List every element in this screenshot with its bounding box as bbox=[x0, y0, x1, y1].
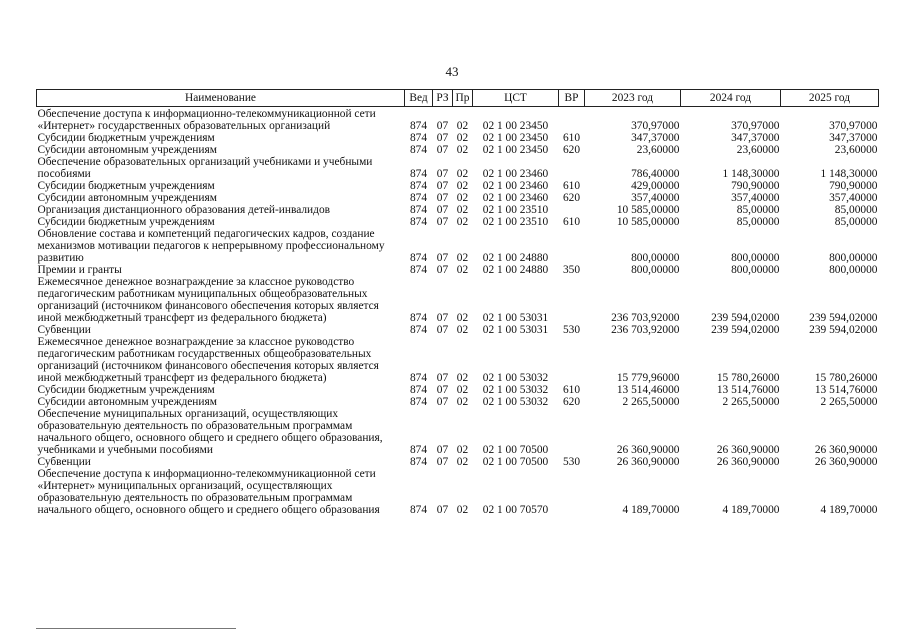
cell-2024: 347,37000 bbox=[731, 132, 780, 144]
cell-name: Обеспечение доступа к информационно-телекоммуникационной сети «Интернет» муниципальных организаций, осуществляющих образовательную деятельность по образовательным программам начального общего, основного общего и среднего общего образования bbox=[37, 468, 380, 516]
cell-ved: 874 bbox=[409, 324, 428, 336]
cell-cst: 02 1 00 23450 bbox=[482, 144, 549, 156]
cell-2025: 26 360,90000 bbox=[814, 444, 878, 456]
cell-2023: 800,00000 bbox=[631, 252, 680, 264]
cell-vr: 530 bbox=[562, 456, 581, 468]
cell-2025: 1 148,30000 bbox=[820, 168, 878, 180]
cell-vr bbox=[559, 408, 585, 456]
cell-name: Обеспечение доступа к информационно-телекоммуникационной сети «Интернет» государственных образовательных организаций bbox=[37, 108, 376, 132]
cell-2023: 10 585,00000 bbox=[616, 216, 680, 228]
cell-pr: 02 bbox=[456, 456, 469, 468]
cell-cst: 02 1 00 70500 bbox=[482, 444, 549, 456]
cell-vr bbox=[559, 336, 585, 384]
cell-2025: 4 189,70000 bbox=[820, 504, 878, 516]
cell-vr bbox=[559, 107, 585, 133]
header-2023: 2023 год bbox=[585, 90, 681, 107]
cell-2024: 26 360,90000 bbox=[716, 444, 780, 456]
header-cst: ЦСТ bbox=[473, 90, 559, 107]
cell-ved: 874 bbox=[409, 396, 428, 408]
cell-pr: 02 bbox=[456, 168, 469, 180]
cell-vr: 610 bbox=[562, 216, 581, 228]
header-rz: РЗ bbox=[433, 90, 453, 107]
header-ved: Вед bbox=[405, 90, 433, 107]
cell-cst: 02 1 00 70500 bbox=[482, 456, 549, 468]
table-row bbox=[37, 132, 879, 144]
cell-ved: 874 bbox=[409, 264, 428, 276]
cell-rz: 07 bbox=[436, 204, 449, 216]
cell-pr: 02 bbox=[456, 216, 469, 228]
table-row bbox=[37, 336, 879, 384]
cell-name: Субсидии бюджетным учреждениям bbox=[37, 132, 215, 144]
page-number: 43 bbox=[445, 64, 459, 79]
cell-name: Субсидии бюджетным учреждениям bbox=[37, 180, 215, 192]
cell-cst: 02 1 00 24880 bbox=[482, 252, 549, 264]
cell-2023: 786,40000 bbox=[631, 168, 680, 180]
cell-pr: 02 bbox=[456, 312, 469, 324]
cell-pr: 02 bbox=[456, 372, 469, 384]
cell-cst: 02 1 00 24880 bbox=[482, 264, 549, 276]
cell-name: Субсидии автономным учреждениям bbox=[37, 192, 217, 204]
cell-2024: 1 148,30000 bbox=[722, 168, 780, 180]
cell-rz: 07 bbox=[436, 192, 449, 204]
table-row bbox=[37, 156, 879, 180]
cell-2024: 239 594,02000 bbox=[711, 324, 780, 336]
table-row bbox=[37, 276, 879, 324]
cell-2024: 790,90000 bbox=[731, 180, 780, 192]
cell-2023: 2 265,50000 bbox=[622, 396, 680, 408]
cell-rz: 07 bbox=[436, 252, 449, 264]
cell-name: Премии и гранты bbox=[37, 264, 122, 276]
cell-ved: 874 bbox=[409, 204, 428, 216]
cell-ved: 874 bbox=[409, 504, 428, 516]
cell-2025: 26 360,90000 bbox=[814, 456, 878, 468]
cell-rz: 07 bbox=[436, 216, 449, 228]
cell-vr: 610 bbox=[562, 132, 581, 144]
header-name: Наименование bbox=[37, 90, 405, 107]
cell-vr: 620 bbox=[562, 396, 581, 408]
table-row bbox=[37, 192, 879, 204]
cell-name: Субсидии автономным учреждениям bbox=[37, 144, 217, 156]
cell-vr: 610 bbox=[562, 384, 581, 396]
header-pr: Пр bbox=[453, 90, 473, 107]
cell-2023: 800,00000 bbox=[631, 264, 680, 276]
cell-name: Обеспечение образовательных организаций учебниками и учебными пособиями bbox=[37, 156, 373, 180]
cell-cst: 02 1 00 53031 bbox=[482, 312, 549, 324]
cell-vr bbox=[559, 468, 585, 516]
cell-ved: 874 bbox=[409, 444, 428, 456]
cell-2024: 23,60000 bbox=[736, 144, 780, 156]
cell-name: Обновление состава и компетенций педагогических кадров, создание механизмов мотивации педагогов к непрерывному профессиональному развитию bbox=[37, 228, 385, 264]
header-vr: ВР bbox=[559, 90, 585, 107]
cell-cst: 02 1 00 23450 bbox=[482, 132, 549, 144]
cell-cst: 02 1 00 23460 bbox=[482, 192, 549, 204]
cell-cst: 02 1 00 70570 bbox=[482, 504, 549, 516]
cell-2024: 800,00000 bbox=[731, 264, 780, 276]
cell-2025: 790,90000 bbox=[829, 180, 878, 192]
cell-pr: 02 bbox=[456, 324, 469, 336]
cell-rz: 07 bbox=[436, 396, 449, 408]
cell-rz: 07 bbox=[436, 132, 449, 144]
cell-cst: 02 1 00 23460 bbox=[482, 168, 549, 180]
table-row bbox=[37, 264, 879, 276]
cell-2025: 370,97000 bbox=[829, 120, 878, 132]
header-2025: 2025 год bbox=[781, 90, 879, 107]
cell-vr: 530 bbox=[562, 324, 581, 336]
cell-ved: 874 bbox=[409, 192, 428, 204]
cell-2025: 239 594,02000 bbox=[809, 324, 878, 336]
cell-rz: 07 bbox=[436, 372, 449, 384]
cell-name: Ежемесячное денежное вознаграждение за классное руководство педагогическим работникам муниципальных общеобразовательных организаций (источником финансового обеспечения которых является иной межбюджетный трансферт из федерального бюджета) bbox=[37, 276, 379, 324]
cell-pr: 02 bbox=[456, 444, 469, 456]
cell-2024: 357,40000 bbox=[731, 192, 780, 204]
cell-2023: 429,00000 bbox=[631, 180, 680, 192]
table-row bbox=[37, 107, 879, 133]
cell-2023: 370,97000 bbox=[631, 120, 680, 132]
cell-2024: 13 514,76000 bbox=[716, 384, 780, 396]
cell-cst: 02 1 00 23460 bbox=[482, 180, 549, 192]
cell-cst: 02 1 00 23510 bbox=[482, 204, 549, 216]
cell-2024: 370,97000 bbox=[731, 120, 780, 132]
cell-2023: 23,60000 bbox=[636, 144, 680, 156]
cell-2025: 347,37000 bbox=[829, 132, 878, 144]
cell-pr: 02 bbox=[456, 504, 469, 516]
cell-name: Субсидии бюджетным учреждениям bbox=[37, 216, 215, 228]
table-row bbox=[37, 324, 879, 336]
cell-vr bbox=[559, 228, 585, 264]
cell-cst: 02 1 00 53031 bbox=[482, 324, 549, 336]
cell-2025: 85,00000 bbox=[834, 216, 878, 228]
cell-rz: 07 bbox=[436, 324, 449, 336]
cell-rz: 07 bbox=[436, 264, 449, 276]
cell-pr: 02 bbox=[456, 192, 469, 204]
cell-ved: 874 bbox=[409, 144, 428, 156]
cell-2024: 2 265,50000 bbox=[722, 396, 780, 408]
table-row bbox=[37, 456, 879, 468]
table-row bbox=[37, 228, 879, 264]
cell-2025: 85,00000 bbox=[834, 204, 878, 216]
cell-cst: 02 1 00 53032 bbox=[482, 396, 549, 408]
budget-table-container bbox=[36, 89, 878, 516]
cell-pr: 02 bbox=[456, 252, 469, 264]
cell-2023: 26 360,90000 bbox=[616, 456, 680, 468]
cell-rz: 07 bbox=[436, 144, 449, 156]
cell-2024: 239 594,02000 bbox=[711, 312, 780, 324]
table-row bbox=[37, 180, 879, 192]
cell-rz: 07 bbox=[436, 180, 449, 192]
cell-2024: 15 780,26000 bbox=[716, 372, 780, 384]
cell-2025: 2 265,50000 bbox=[820, 396, 878, 408]
cell-2024: 85,00000 bbox=[736, 204, 780, 216]
cell-rz: 07 bbox=[436, 444, 449, 456]
table-row bbox=[37, 396, 879, 408]
cell-2023: 4 189,70000 bbox=[622, 504, 680, 516]
cell-vr: 620 bbox=[562, 144, 581, 156]
cell-vr bbox=[559, 204, 585, 216]
cell-name: Субвенции bbox=[37, 324, 91, 336]
table-row bbox=[37, 468, 879, 516]
table-body bbox=[37, 107, 879, 517]
cell-2025: 800,00000 bbox=[829, 264, 878, 276]
cell-name: Обеспечение муниципальных организаций, осуществляющих образовательную деятельность по образовательным программам начального общего, основного общего и среднего общего образования, учебниками и учебными пособиями bbox=[37, 408, 383, 456]
cell-pr: 02 bbox=[456, 120, 469, 132]
cell-pr: 02 bbox=[456, 132, 469, 144]
cell-pr: 02 bbox=[456, 204, 469, 216]
table-row bbox=[37, 408, 879, 456]
cell-vr: 620 bbox=[562, 192, 581, 204]
cell-rz: 07 bbox=[436, 384, 449, 396]
cell-2024: 800,00000 bbox=[731, 252, 780, 264]
cell-name: Субвенции bbox=[37, 456, 91, 468]
cell-2023: 26 360,90000 bbox=[616, 444, 680, 456]
footer-divider bbox=[36, 628, 236, 629]
cell-cst: 02 1 00 23510 bbox=[482, 216, 549, 228]
cell-2023: 236 703,92000 bbox=[611, 312, 680, 324]
cell-pr: 02 bbox=[456, 180, 469, 192]
cell-ved: 874 bbox=[409, 132, 428, 144]
cell-ved: 874 bbox=[409, 456, 428, 468]
cell-ved: 874 bbox=[409, 216, 428, 228]
cell-cst: 02 1 00 53032 bbox=[482, 384, 549, 396]
table-row bbox=[37, 384, 879, 396]
cell-2025: 357,40000 bbox=[829, 192, 878, 204]
cell-pr: 02 bbox=[456, 264, 469, 276]
cell-ved: 874 bbox=[409, 312, 428, 324]
cell-2023: 13 514,46000 bbox=[616, 384, 680, 396]
cell-name: Субсидии бюджетным учреждениям bbox=[37, 384, 215, 396]
cell-pr: 02 bbox=[456, 396, 469, 408]
cell-name: Субсидии автономным учреждениям bbox=[37, 396, 217, 408]
cell-cst: 02 1 00 23450 bbox=[482, 120, 549, 132]
cell-2025: 23,60000 bbox=[834, 144, 878, 156]
header-2024: 2024 год bbox=[681, 90, 781, 107]
cell-vr: 610 bbox=[562, 180, 581, 192]
table-row bbox=[37, 204, 879, 216]
cell-ved: 874 bbox=[409, 180, 428, 192]
cell-vr bbox=[559, 156, 585, 180]
table-header bbox=[37, 90, 879, 107]
table-row bbox=[37, 144, 879, 156]
cell-pr: 02 bbox=[456, 384, 469, 396]
cell-2023: 357,40000 bbox=[631, 192, 680, 204]
cell-rz: 07 bbox=[436, 120, 449, 132]
cell-ved: 874 bbox=[409, 252, 428, 264]
cell-2025: 15 780,26000 bbox=[814, 372, 878, 384]
cell-2024: 4 189,70000 bbox=[722, 504, 780, 516]
cell-2023: 15 779,96000 bbox=[616, 372, 680, 384]
cell-ved: 874 bbox=[409, 120, 428, 132]
cell-name: Ежемесячное денежное вознаграждение за классное руководство педагогическим работникам государственных общеобразовательных организаций (источником финансового обеспечения которых является иной межбюджетный трансферт из федерального бюджета) bbox=[37, 336, 379, 384]
cell-2023: 347,37000 bbox=[631, 132, 680, 144]
cell-2025: 13 514,76000 bbox=[814, 384, 878, 396]
cell-rz: 07 bbox=[436, 456, 449, 468]
cell-2023: 236 703,92000 bbox=[611, 324, 680, 336]
cell-ved: 874 bbox=[409, 384, 428, 396]
cell-vr bbox=[559, 276, 585, 324]
cell-ved: 874 bbox=[409, 168, 428, 180]
cell-name: Организация дистанционного образования детей-инвалидов bbox=[37, 204, 331, 216]
cell-rz: 07 bbox=[436, 504, 449, 516]
cell-pr: 02 bbox=[456, 144, 469, 156]
table-row bbox=[37, 216, 879, 228]
cell-rz: 07 bbox=[436, 312, 449, 324]
cell-vr: 350 bbox=[562, 264, 581, 276]
cell-cst: 02 1 00 53032 bbox=[482, 372, 549, 384]
cell-rz: 07 bbox=[436, 168, 449, 180]
cell-ved: 874 bbox=[409, 372, 428, 384]
cell-2024: 85,00000 bbox=[736, 216, 780, 228]
cell-2023: 10 585,00000 bbox=[616, 204, 680, 216]
cell-2024: 26 360,90000 bbox=[716, 456, 780, 468]
cell-2025: 800,00000 bbox=[829, 252, 878, 264]
budget-table bbox=[36, 89, 879, 516]
cell-2025: 239 594,02000 bbox=[809, 312, 878, 324]
